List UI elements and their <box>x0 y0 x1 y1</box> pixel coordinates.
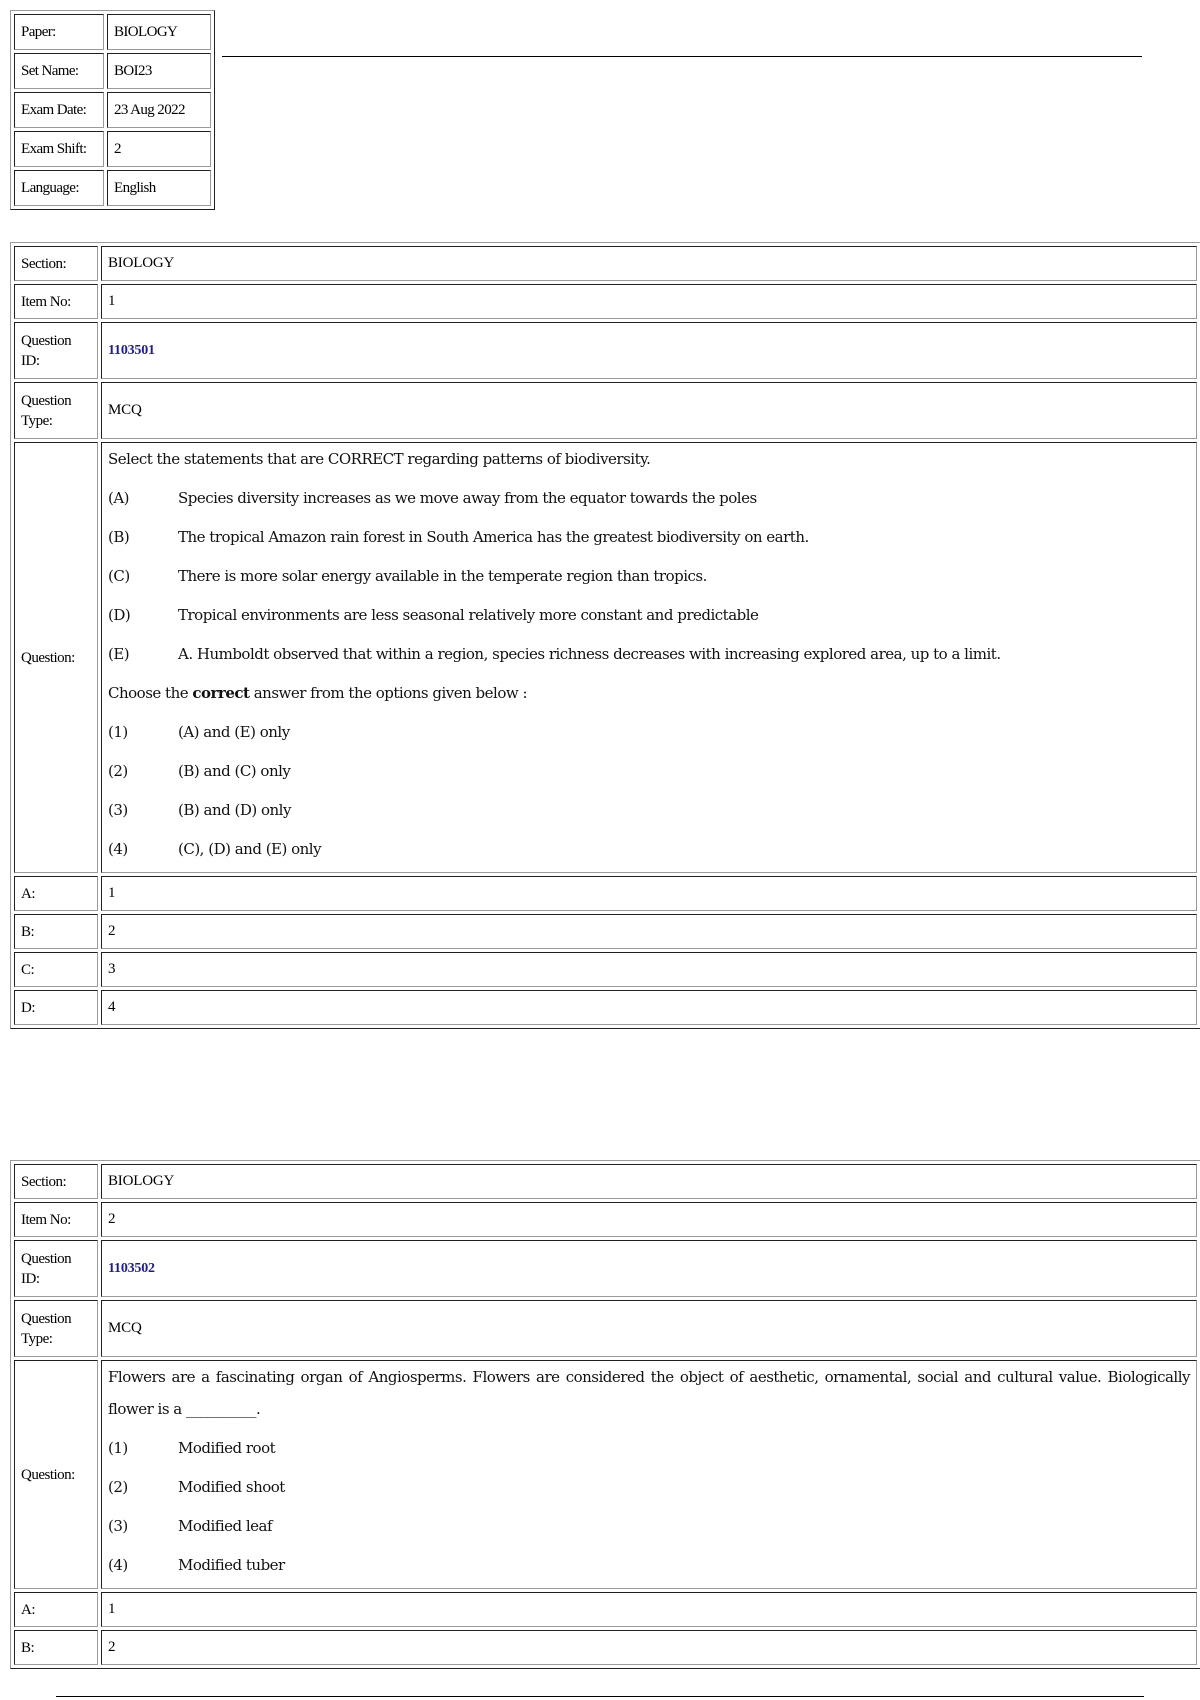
q2-option-text: Modified root <box>178 1439 276 1457</box>
q1-id-label: Question ID: <box>14 322 98 379</box>
q2-option-text: Modified leaf <box>178 1517 273 1535</box>
q1-option-key: (4) <box>108 840 128 858</box>
q2-option-key: (4) <box>108 1556 128 1574</box>
q2-option-4 <box>108 1549 1190 1581</box>
meta-shift-label: Exam Shift: <box>14 131 104 167</box>
q1-option-key: (3) <box>108 801 128 819</box>
q2-id-cell <box>101 1240 1197 1297</box>
exam-meta-table <box>10 10 215 210</box>
q1-id-row <box>14 322 1197 379</box>
q2-answer-a-row <box>14 1592 1197 1627</box>
q1-type-label: Question Type: <box>14 382 98 439</box>
meta-set-value: BOI23 <box>107 53 211 89</box>
q1-question-label: Question: <box>14 442 98 873</box>
q1-answer-a-label: A: <box>14 876 98 911</box>
q1-answer-d-row <box>14 990 1197 1025</box>
q1-answer-c-label: C: <box>14 952 98 987</box>
q1-instruction <box>108 677 1190 709</box>
q1-item-label: Item No: <box>14 284 98 319</box>
q1-answer-d-label: D: <box>14 990 98 1025</box>
q1-answer-a-value: 1 <box>101 876 1197 911</box>
question-2-table <box>10 1160 1200 1669</box>
meta-shift-value: 2 <box>107 131 211 167</box>
q1-item-row <box>14 284 1197 319</box>
q1-question-id: 1103501 <box>108 343 155 358</box>
q2-section-value: BIOLOGY <box>101 1164 1197 1199</box>
meta-language-label: Language: <box>14 170 104 206</box>
meta-set-label: Set Name: <box>14 53 104 89</box>
q1-answer-a-row <box>14 876 1197 911</box>
q1-answer-d-value: 4 <box>101 990 1197 1025</box>
q1-answer-c-value: 3 <box>101 952 1197 987</box>
q2-option-1 <box>108 1432 1190 1464</box>
q1-statement-text: The tropical Amazon rain forest in South America has the greatest biodiversity on earth. <box>178 528 809 546</box>
q2-option-key: (2) <box>108 1478 128 1496</box>
q1-section-row <box>14 246 1197 281</box>
q1-type-value: MCQ <box>101 382 1197 439</box>
header-rule <box>222 56 1142 57</box>
q2-id-row <box>14 1240 1197 1297</box>
meta-paper-value: BIOLOGY <box>107 14 211 50</box>
q2-section-label: Section: <box>14 1164 98 1199</box>
q1-statement-key: (D) <box>108 606 131 624</box>
q2-option-2 <box>108 1471 1190 1503</box>
q2-answer-b-label: B: <box>14 1630 98 1665</box>
q2-question-label: Question: <box>14 1360 98 1589</box>
q1-instruction-post: answer from the options given below : <box>249 684 528 702</box>
q1-instruction-pre: Choose the <box>108 684 193 702</box>
q2-answer-a-value: 1 <box>101 1592 1197 1627</box>
q1-item-value: 1 <box>101 284 1197 319</box>
q2-type-label: Question Type: <box>14 1300 98 1357</box>
q2-question-id: 1103502 <box>108 1261 155 1276</box>
meta-row-set <box>14 53 211 89</box>
meta-date-label: Exam Date: <box>14 92 104 128</box>
q1-statement-d <box>108 599 1190 631</box>
q1-option-text: (B) and (C) only <box>178 762 291 780</box>
q1-statement-key: (B) <box>108 528 130 546</box>
meta-row-date <box>14 92 211 128</box>
q2-option-key: (3) <box>108 1517 128 1535</box>
meta-date-value: 23 Aug 2022 <box>107 92 211 128</box>
q2-section-row <box>14 1164 1197 1199</box>
q2-id-label: Question ID: <box>14 1240 98 1297</box>
q2-item-value: 2 <box>101 1202 1197 1237</box>
q2-answer-b-value: 2 <box>101 1630 1197 1665</box>
q1-option-1 <box>108 716 1190 748</box>
meta-language-value: English <box>107 170 211 206</box>
q1-stem: Select the statements that are CORRECT regarding patterns of biodiversity. <box>108 450 651 468</box>
q1-option-text: (A) and (E) only <box>178 723 290 741</box>
q1-option-text: (B) and (D) only <box>178 801 291 819</box>
q1-option-key: (1) <box>108 723 128 741</box>
q1-statement-text: There is more solar energy available in the temperate region than tropics. <box>178 567 707 585</box>
q1-id-cell <box>101 322 1197 379</box>
q1-option-key: (2) <box>108 762 128 780</box>
q1-statement-b <box>108 521 1190 553</box>
q1-type-row <box>14 382 1197 439</box>
meta-row-language <box>14 170 211 206</box>
q2-option-text: Modified shoot <box>178 1478 285 1496</box>
q1-option-4 <box>108 833 1190 865</box>
q1-statement-text: A. Humboldt observed that within a region, species richness decreases with increasing explored area, up to a limit. <box>178 645 1001 663</box>
q2-type-value: MCQ <box>101 1300 1197 1357</box>
q1-statement-c <box>108 560 1190 592</box>
q1-answer-c-row <box>14 952 1197 987</box>
q2-answer-b-row <box>14 1630 1197 1665</box>
q1-question-row <box>14 442 1197 873</box>
q2-answer-a-label: A: <box>14 1592 98 1627</box>
q2-option-text: Modified tuber <box>178 1556 285 1574</box>
q1-option-text: (C), (D) and (E) only <box>178 840 322 858</box>
q1-option-2 <box>108 755 1190 787</box>
q1-option-3 <box>108 794 1190 826</box>
q2-question-body <box>101 1360 1197 1589</box>
q1-statement-text: Tropical environments are less seasonal relatively more constant and predictable <box>178 606 759 624</box>
q1-section-label: Section: <box>14 246 98 281</box>
q2-option-3 <box>108 1510 1190 1542</box>
q1-answer-b-label: B: <box>14 914 98 949</box>
q1-statement-text: Species diversity increases as we move away from the equator towards the poles <box>178 489 757 507</box>
q2-item-row <box>14 1202 1197 1237</box>
q1-question-body <box>101 442 1197 873</box>
meta-row-shift <box>14 131 211 167</box>
q1-instruction-bold: correct <box>192 684 250 702</box>
q1-answer-b-value: 2 <box>101 914 1197 949</box>
q1-statement-a <box>108 482 1190 514</box>
q1-statement-key: (A) <box>108 489 130 507</box>
footer-rule <box>56 1696 1144 1697</box>
q1-statement-e <box>108 638 1190 670</box>
q1-statement-key: (E) <box>108 645 130 663</box>
q2-item-label: Item No: <box>14 1202 98 1237</box>
q1-section-value: BIOLOGY <box>101 246 1197 281</box>
q2-stem: Flowers are a fascinating organ of Angiosperms. Flowers are considered the object of aesthetic, ornamental, social and cultural value. Biologically flower is a __________. <box>108 1368 1190 1418</box>
meta-paper-label: Paper: <box>14 14 104 50</box>
q2-type-row <box>14 1300 1197 1357</box>
q2-option-key: (1) <box>108 1439 128 1457</box>
q2-question-row <box>14 1360 1197 1589</box>
question-1-table <box>10 242 1200 1029</box>
q1-answer-b-row <box>14 914 1197 949</box>
meta-row-paper <box>14 14 211 50</box>
q1-statement-key: (C) <box>108 567 130 585</box>
